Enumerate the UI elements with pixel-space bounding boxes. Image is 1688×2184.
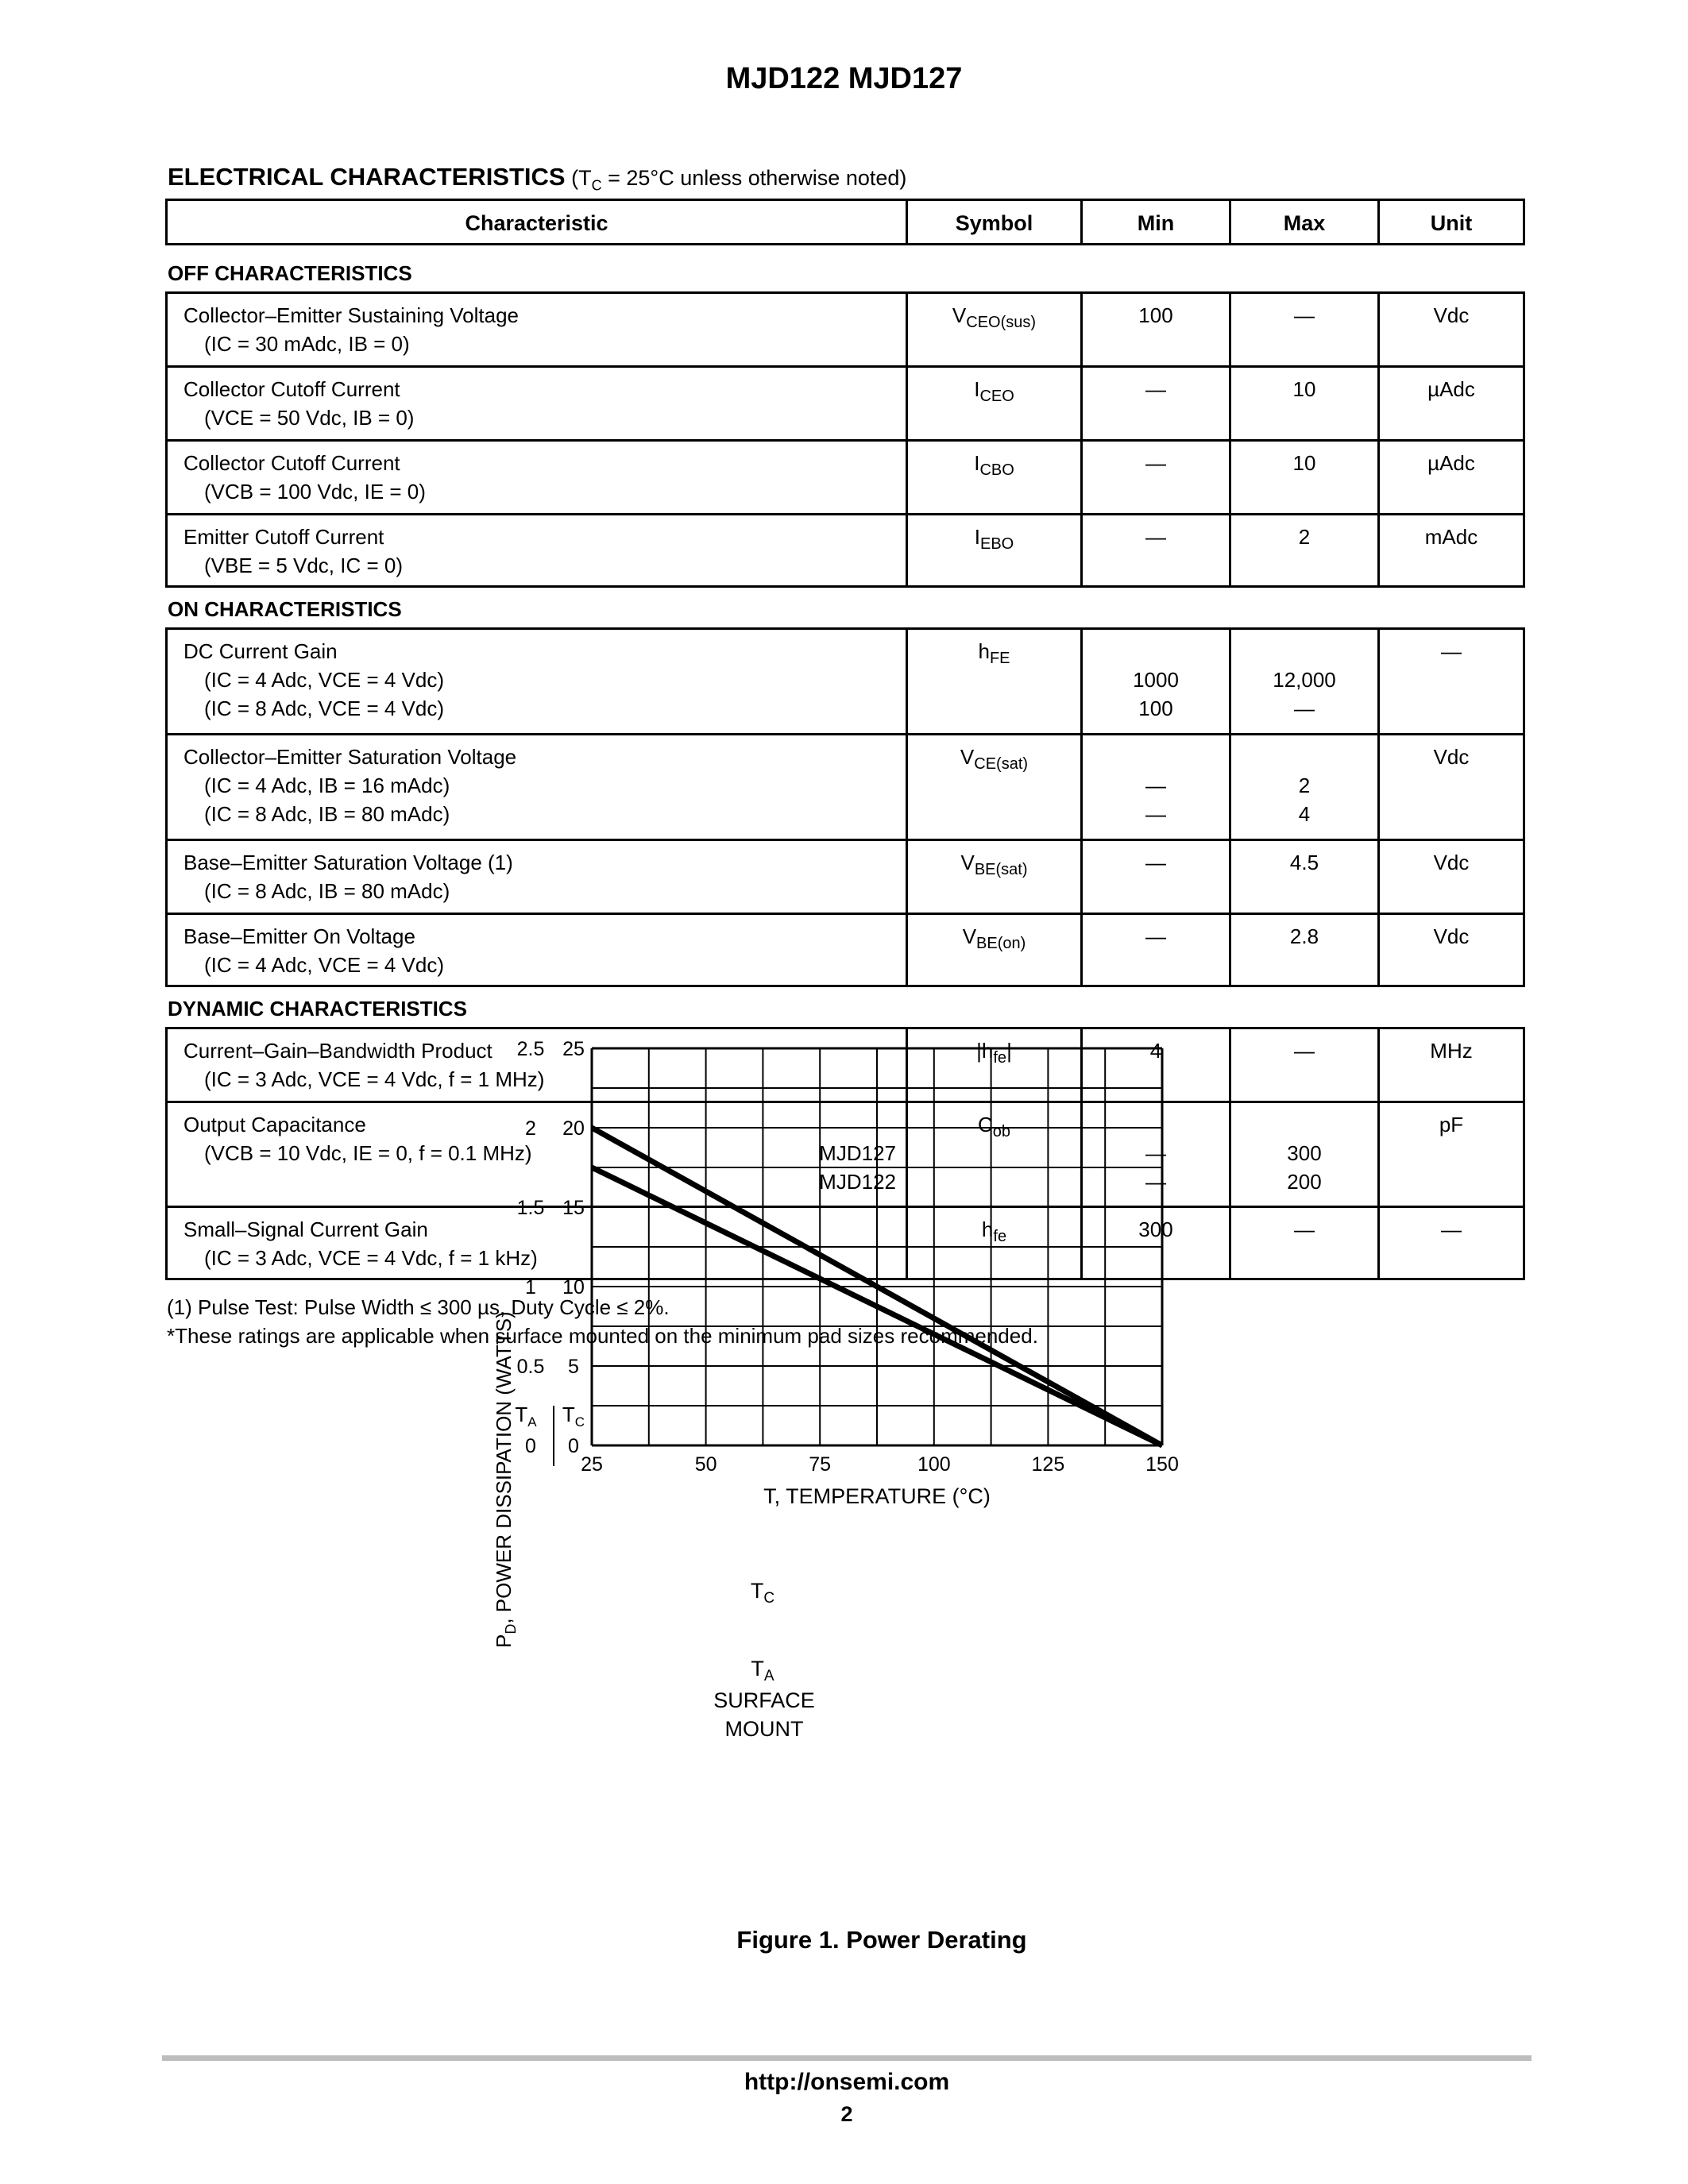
- characteristic-cell: Collector–Emitter Saturation Voltage (IC = 4 Adc, IB = 16 mAdc) (IC = 8 Adc, IB = 80 mAdc): [183, 745, 517, 826]
- min-cell: 100: [1080, 294, 1229, 365]
- unit-cell: Vdc: [1377, 915, 1523, 985]
- y-tick-label-ta: 2: [525, 1117, 536, 1140]
- unit-cell: Vdc: [1377, 294, 1523, 365]
- characteristic-cell: Base–Emitter Saturation Voltage (1) (IC = 8 Adc, IB = 80 mAdc): [183, 851, 513, 903]
- min-cell: —: [1080, 515, 1229, 585]
- footer-url-link[interactable]: http://onsemi.com: [744, 2069, 950, 2095]
- annotation-mount: MOUNT: [724, 1717, 804, 1741]
- chart-labels: [492, 1038, 1179, 1749]
- symbol-cell: $h_{FE}$: [906, 630, 1080, 733]
- footer-divider: [162, 2055, 1532, 2061]
- min-cell: —: [1080, 368, 1229, 439]
- characteristic-cell: Collector Cutoff Current (VCE = 50 Vdc, IB = 0): [183, 377, 415, 430]
- ec-title: ELECTRICAL CHARACTERISTICS: [168, 163, 566, 191]
- max-cell: —: [1229, 294, 1377, 365]
- unit-cell: —: [1377, 630, 1523, 733]
- figure-caption: Figure 1. Power Derating: [736, 1926, 1027, 1954]
- annotation-surface: SURFACE: [713, 1688, 815, 1712]
- unit-cell: pF: [1377, 1103, 1523, 1206]
- unit-cell: —: [1377, 1208, 1523, 1278]
- characteristic-cell: Emitter Cutoff Current (VBE = 5 Vdc, IC = 0): [183, 525, 403, 577]
- y-tick-label-ta: 2.5: [516, 1038, 545, 1060]
- max-cell: 2 4: [1229, 735, 1377, 839]
- max-cell: 4.5: [1229, 841, 1377, 913]
- min-cell: 300: [1080, 1208, 1229, 1278]
- max-cell: —: [1229, 1029, 1377, 1101]
- characteristic-cell: Current–Gain–Bandwidth Product (IC = 3 Adc, VCE = 4 Vdc, f = 1 MHz): [183, 1039, 545, 1091]
- annotation-ta: $T_A$: [751, 1657, 774, 1684]
- y-tick-label-tc: 15: [562, 1197, 585, 1219]
- x-tick-label: 50: [694, 1453, 717, 1476]
- unit-cell: µAdc: [1377, 368, 1523, 439]
- x-axis-label: T, TEMPERATURE (°C): [763, 1484, 991, 1508]
- section-on-characteristics: ON CHARACTERISTICS: [168, 597, 402, 621]
- header-max: Max: [1229, 201, 1377, 243]
- part-mjd122: MJD122: [819, 1170, 896, 1194]
- ec-condition: ($T_C = 25^\circ C$ unless otherwise noted): [571, 166, 907, 194]
- max-cell: 2.8: [1229, 915, 1377, 985]
- symbol-cell: $|h_{fe}|$: [906, 1029, 1080, 1101]
- axis-header-ta: $T_A$: [515, 1403, 537, 1430]
- symbol-cell: $C_{ob}$: [906, 1103, 1080, 1206]
- symbol-cell: $I_{CEO}$: [906, 368, 1080, 439]
- annotation-tc: $T_C$: [750, 1579, 775, 1607]
- y-tick-label-tc: 25: [562, 1038, 585, 1060]
- unit-cell: MHz: [1377, 1029, 1523, 1101]
- x-tick-label: 25: [581, 1453, 603, 1476]
- header-unit: Unit: [1377, 201, 1523, 243]
- y-tick-label-tc: 10: [562, 1276, 585, 1298]
- header-characteristic: Characteristic: [465, 211, 608, 235]
- section-dynamic-characteristics: DYNAMIC CHARACTERISTICS: [168, 997, 467, 1021]
- max-cell: 12,000 —: [1229, 630, 1377, 733]
- min-cell: —: [1080, 841, 1229, 913]
- min-cell: 4: [1080, 1029, 1229, 1101]
- x-tick-label: 125: [1031, 1453, 1065, 1476]
- symbol-cell: $I_{EBO}$: [906, 515, 1080, 585]
- y-tick-label-tc: 5: [568, 1356, 579, 1378]
- y-tick-label-ta: 0: [525, 1435, 536, 1457]
- part-mjd127: MJD127: [819, 1141, 896, 1165]
- y-tick-label-ta: 1: [525, 1276, 536, 1298]
- section-off-characteristics: OFF CHARACTERISTICS: [168, 261, 412, 285]
- min-cell: — —: [1080, 1103, 1229, 1206]
- header-min: Min: [1080, 201, 1229, 243]
- unit-cell: µAdc: [1377, 442, 1523, 513]
- characteristic-cell: Collector Cutoff Current (VCB = 100 Vdc, IE = 0): [183, 451, 426, 504]
- characteristic-cell: DC Current Gain (IC = 4 Adc, VCE = 4 Vdc) (IC = 8 Adc, VCE = 4 Vdc): [183, 639, 445, 720]
- header-symbol: Symbol: [906, 201, 1080, 243]
- symbol-cell: $h_{fe}$: [906, 1208, 1080, 1278]
- symbol-cell: $V_{CEO(sus)}$: [906, 294, 1080, 365]
- y-tick-label-ta: 1.5: [516, 1197, 545, 1219]
- max-cell: 10: [1229, 368, 1377, 439]
- symbol-cell: $V_{BE(sat)}$: [906, 841, 1080, 913]
- y-tick-label-tc: 20: [562, 1117, 585, 1140]
- characteristic-cell: Base–Emitter On Voltage (IC = 4 Adc, VCE = 4 Vdc): [183, 924, 445, 977]
- y-tick-label-tc: 0: [568, 1435, 579, 1457]
- characteristic-cell: Small–Signal Current Gain (IC = 3 Adc, VCE = 4 Vdc, f = 1 kHz): [183, 1217, 538, 1270]
- document-title: MJD122 MJD127: [725, 62, 963, 95]
- characteristic-cell: Output Capacitance (VCB = 10 Vdc, IE = 0, f = 0.1 MHz) MJD127 MJD122: [168, 1103, 906, 1206]
- y-tick-label-ta: 0.5: [516, 1356, 545, 1378]
- symbol-cell: $V_{BE(on)}$: [906, 915, 1080, 985]
- x-tick-label: 150: [1145, 1453, 1179, 1476]
- axis-header-tc: $T_C$: [562, 1403, 585, 1430]
- symbol-cell: $I_{CBO}$: [906, 442, 1080, 513]
- unit-cell: mAdc: [1377, 515, 1523, 585]
- max-cell: 10: [1229, 442, 1377, 513]
- symbol-cell: $V_{CE(sat)}$: [906, 735, 1080, 839]
- max-cell: 300 200: [1229, 1103, 1377, 1206]
- x-tick-label: 75: [809, 1453, 832, 1476]
- y-axis-label: $P_D$, POWER DISSIPATION (WATTS): [492, 1311, 519, 1648]
- note-pulse-test: (1) Pulse Test: Pulse Width ≤ 300 µs, Duty Cycle ≤ 2%.: [167, 1295, 670, 1319]
- unit-cell: Vdc: [1377, 735, 1523, 839]
- min-cell: —: [1080, 442, 1229, 513]
- max-cell: 2: [1229, 515, 1377, 585]
- x-tick-label: 100: [917, 1453, 951, 1476]
- note-ratings: *These ratings are applicable when surface mounted on the minimum pad sizes recommended.: [167, 1324, 1038, 1348]
- min-cell: — —: [1080, 735, 1229, 839]
- min-cell: —: [1080, 915, 1229, 985]
- min-cell: 1000 100: [1080, 630, 1229, 733]
- max-cell: —: [1229, 1208, 1377, 1278]
- page-number: 2: [840, 2102, 853, 2126]
- unit-cell: Vdc: [1377, 841, 1523, 913]
- characteristic-cell: Collector–Emitter Sustaining Voltage (IC = 30 mAdc, IB = 0): [183, 303, 520, 356]
